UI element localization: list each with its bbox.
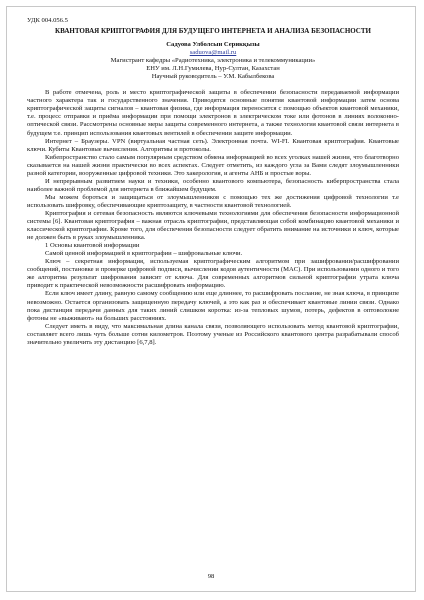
abstract-paragraph: В работе отмечена, роль и место криптографической защиты в обеспечении безопасности передаваемой информации частного характера так и государственного значения. Приводятся основные понятия квантовой информации затем основа криптографической защиты сигналов – квантовая физика, где информация переносится с помощью объектов квантовой механики, т.е. процесс отправки и приёма информации при помощи электронов в электрическом токе или фотонов в линиях волоконно-оптической связи. Рассмотрены основные меры защиты современного интернета, а также технология квантовой связи интернета в будущем т.е. принцип использования квантовых вентилей в обеспечении защите информации. [27,89,399,137]
udk-code: УДК 004.056.5 [27,17,68,24]
body-paragraph: И непрерывным развитием науки и техники, особенно квантового компьютера, безопасность киберпространства стала наиболее важной проблемой для интернета в ближайшем будущем. [27,177,399,193]
affiliation-line: ЕНУ им. Л.Н.Гумилева, Нур-Султан, Казахстан [146,65,280,73]
supervisor-line: Научный руководитель – У.М. Кабылбекова [151,73,275,81]
article-title: КВАНТОВАЯ КРИПТОГРАФИЯ ДЛЯ БУДУЩЕГО ИНТЕРНЕТА И АНАЛИЗА БЕЗОПАСНОСТИ [55,27,371,36]
document-frame [6,6,416,592]
body-paragraph: Криптография и сетевая безопасность являются ключевыми технологиями для обеспечения безопасности информационной системы [6]. Квантовая криптография – важная отрасль криптографии, представляющая собой комбинацию квантовой механики и классической криптографии. Кроме того, для обеспечения безопасности следует обратить внимание на источники и ключ, которые не должен быть в руках злоумышленника. [27,209,399,242]
body-paragraph: Самой ценной информацией в криптографии – шифровальные ключи. [45,250,243,258]
article-body [27,89,399,347]
affiliation-line: Магистрант кафедры «Радиотехника, электроника и телекоммуникации» [110,57,316,65]
document-page [7,7,415,591]
author-email-link[interactable]: saduova@mail.ru [189,49,237,57]
section-heading: 1 Основы квантовой информации [45,242,140,250]
keywords-paragraph: Интернет – Браузеры. VPN (виртуальная частная сеть). Электронная почта. WI-FI. Квантовая криптография. Квантовые ключи. Кубиты Квантовые вычисления. Алгоритмы и протоколы. [27,137,399,153]
author-name: Садуова Улболсын Серикқызы [166,41,260,49]
body-paragraph: Следует иметь в виду, что максимальная длина канала связи, позволяющего использовать метод квантовой криптографии, составляет всего лишь чуть больше сотни километров. Поэтому ученые из Российского квантового центра разрабатывали способ значительно увеличить эту дистанцию [6,7,8]. [27,322,399,346]
body-paragraph: Если ключ имеет длину, равную самому сообщению или еще длиннее, то расшифровать послание, не зная ключа, в принципе невозможно. Остается организовать защищенную передачу ключей, а это как раз и обеспечивает квантовые линии связи. Однако пока дистанция передачи данных для таких линий слишком коротка: из-за тепловых шумов, потерь, дефектов в оптоволокне фотоны не «выживают» на больших расстояниях. [27,290,399,322]
body-paragraph: Ключ – секретная информация, используемая криптографическим алгоритмом при зашифровании/расшифровании сообщений, постановке и проверке цифровой подписи, вычислении кодов аутентичности (MAC). При использовании одного и того же алгоритма результат шифрования зависит от ключа. Для современных алгоритмов сильной криптографии утрата ключа приводит к практической невозможности расшифровать информацию. [27,258,399,290]
body-paragraph: Мы можем бороться и защищаться от злоумышленников с помощью тех же достижения цифровой технологии т.е использовать шифровку, обеспечивающие криптозащиту, в частности квантовой технологией. [27,193,399,209]
page-number: 98 [207,572,215,580]
body-paragraph: Кибепространство стало самым популярным средством обмена информацией во всех уголках нашей жизни, что благотворно сказывается на нашей жизни практически во всех аспектах. Следует отметить, из каждого угла за Вами следят злоумышленники разной категории, вооруженные цифровой техники. Это хакерология, и агенты АНБ и простые воры. [27,153,399,177]
